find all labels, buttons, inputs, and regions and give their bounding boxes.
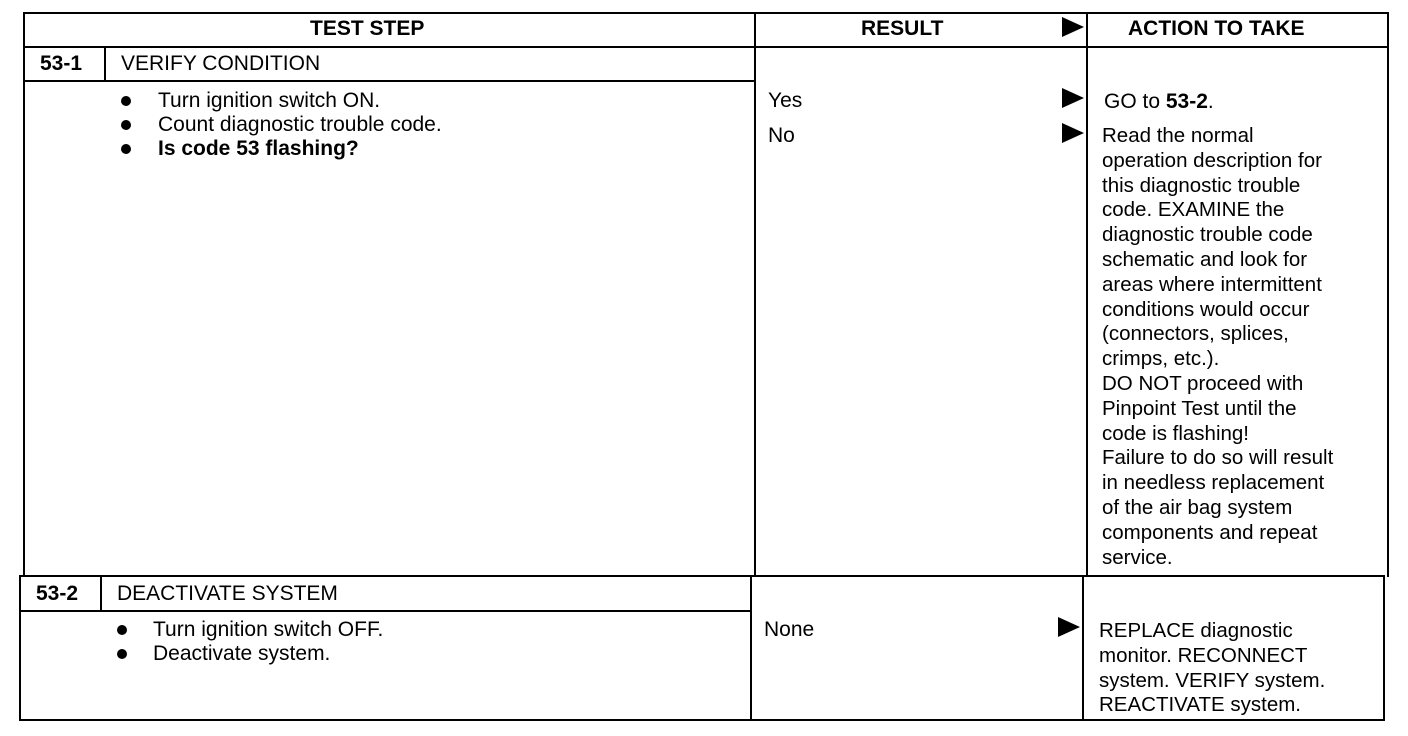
action-line: in needless replacement xyxy=(1102,471,1325,495)
column-divider-result xyxy=(754,12,756,577)
header-action: ACTION TO TAKE xyxy=(1128,17,1305,40)
column-divider-action-lower xyxy=(1082,575,1084,721)
step2-title-divider xyxy=(20,610,751,612)
action-line: Pinpoint Test until the xyxy=(1102,396,1297,420)
bullet-dot-icon xyxy=(121,96,131,106)
step2-bullet-1: Turn ignition switch OFF. xyxy=(153,618,384,641)
action-yes-suffix: . xyxy=(1207,90,1214,113)
step1-action-yes xyxy=(1104,90,1214,114)
action-line: REPLACE diagnostic xyxy=(1099,619,1293,642)
action-line: this diagnostic trouble xyxy=(1102,173,1301,197)
header-test-step: TEST STEP xyxy=(310,17,425,40)
column-divider-action xyxy=(1086,12,1088,577)
bullet-dot-icon xyxy=(121,144,131,154)
result-arrow-icon xyxy=(1058,617,1080,637)
bullet-dot-icon xyxy=(121,120,131,130)
step1-title-divider xyxy=(24,80,755,82)
header-result: RESULT xyxy=(861,17,944,40)
action-line: of the air bag system xyxy=(1102,495,1293,519)
column-divider-result-lower xyxy=(750,575,752,721)
step1-action-no xyxy=(1102,124,1333,570)
action-line: code is flashing! xyxy=(1102,421,1250,445)
action-line: monitor. RECONNECT xyxy=(1099,643,1308,667)
step2-result-none: None xyxy=(764,618,815,641)
step1-number: 53-1 xyxy=(40,52,83,75)
action-line: crimps, etc.). xyxy=(1102,347,1220,371)
action-yes-prefix: GO to xyxy=(1104,90,1166,113)
action-yes-step-ref: 53-2 xyxy=(1165,90,1208,113)
step2-bullet-2: Deactivate system. xyxy=(153,642,331,665)
table-border-left xyxy=(23,12,25,577)
step1-number-divider xyxy=(104,46,106,82)
step2-action-none xyxy=(1099,619,1325,718)
action-line: Read the normal xyxy=(1102,124,1254,147)
step1-result-no: No xyxy=(768,124,795,147)
action-line: service. xyxy=(1102,545,1173,569)
step1-bullet-2: Count diagnostic trouble code. xyxy=(158,113,442,136)
action-line: areas where intermittent xyxy=(1102,272,1322,296)
action-line: Failure to do so will result xyxy=(1102,446,1334,470)
result-arrow-icon xyxy=(1062,88,1084,108)
step1-bullet-1: Turn ignition switch ON. xyxy=(158,89,381,112)
bullet-dot-icon xyxy=(117,625,127,635)
action-line: REACTIVATE system. xyxy=(1099,693,1301,717)
action-line: operation description for xyxy=(1102,148,1322,172)
action-line: DO NOT proceed with xyxy=(1102,371,1304,395)
action-line: diagnostic trouble code xyxy=(1102,223,1313,247)
action-line: schematic and look for xyxy=(1102,247,1308,271)
bullet-dot-icon xyxy=(117,649,127,659)
table-border-top xyxy=(24,12,1389,14)
action-line: (connectors, splices, xyxy=(1102,322,1289,346)
table-border-right-lower xyxy=(1383,575,1385,721)
result-arrow-icon xyxy=(1062,123,1084,143)
header-arrow-icon xyxy=(1062,17,1084,37)
action-line: code. EXAMINE the xyxy=(1102,198,1285,222)
action-line: conditions would occur xyxy=(1102,297,1310,321)
step1-bullet-3: Is code 53 flashing? xyxy=(158,137,359,160)
action-line: system. VERIFY system. xyxy=(1099,668,1326,692)
step1-title: VERIFY CONDITION xyxy=(121,52,321,75)
section-divider xyxy=(20,575,1385,577)
table-border-bottom xyxy=(20,719,1384,721)
step1-result-yes: Yes xyxy=(768,89,803,112)
header-divider xyxy=(24,46,1389,48)
action-line: components and repeat xyxy=(1102,520,1318,544)
step2-number-divider xyxy=(100,575,102,612)
step2-number: 53-2 xyxy=(36,582,79,605)
step2-title: DEACTIVATE SYSTEM xyxy=(117,582,338,605)
table-border-left-lower xyxy=(19,575,21,721)
table-border-right xyxy=(1387,12,1389,577)
